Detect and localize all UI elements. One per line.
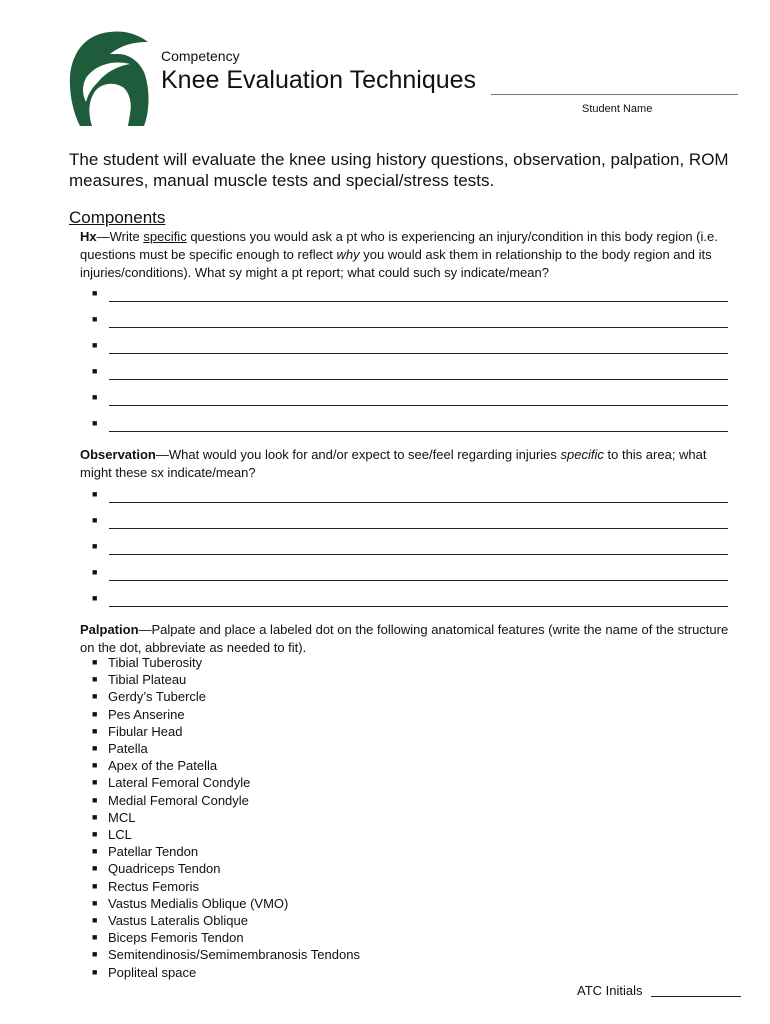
hx-text1: questions you would ask a pt who is experiencing an injury/condition in this body region (i.e. questions must be specific enough to reflect	[80, 229, 718, 262]
palpation-feature-list	[92, 654, 360, 981]
list-item	[92, 929, 360, 946]
list-item	[92, 895, 360, 912]
square-bullet-icon: ■	[92, 593, 98, 603]
list-item	[92, 826, 360, 843]
list-item	[92, 671, 360, 688]
competency-label: Competency	[161, 48, 240, 64]
list-item	[92, 688, 360, 705]
square-bullet-icon: ■	[92, 966, 98, 977]
hx-answer-line[interactable]	[92, 418, 728, 432]
hx-answer-line[interactable]	[92, 366, 728, 380]
feature-label: Biceps Femoris Tendon	[108, 930, 244, 946]
answer-line	[109, 502, 728, 503]
observation-specific: specific	[560, 447, 604, 462]
list-item	[92, 946, 360, 963]
feature-label: Vastus Lateralis Oblique	[108, 913, 248, 929]
components-heading: Components	[69, 208, 166, 227]
answer-line	[109, 353, 728, 354]
square-bullet-icon: ■	[92, 949, 98, 960]
feature-label: Fibular Head	[108, 723, 183, 739]
square-bullet-icon: ■	[92, 418, 98, 428]
feature-label: Quadriceps Tendon	[108, 861, 221, 877]
list-item	[92, 878, 360, 895]
feature-label: Tibial Tuberosity	[108, 655, 203, 670]
atc-initials-label: ATC Initials	[577, 983, 643, 998]
answer-line	[109, 431, 728, 432]
square-bullet-icon: ■	[92, 915, 98, 926]
observation-answer-line[interactable]	[92, 593, 728, 607]
feature-label: Apex of the Patella	[108, 758, 218, 774]
square-bullet-icon: ■	[92, 829, 98, 840]
square-bullet-icon: ■	[92, 846, 98, 857]
feature-label: Vastus Medialis Oblique (VMO)	[108, 895, 289, 911]
hx-why: why	[336, 247, 360, 262]
observation-label: Observation	[80, 447, 156, 462]
square-bullet-icon: ■	[92, 674, 98, 685]
feature-label: Pes Anserine	[108, 706, 185, 722]
list-item	[92, 792, 360, 809]
square-bullet-icon: ■	[92, 657, 98, 667]
list-item	[92, 723, 360, 740]
list-item	[92, 706, 360, 723]
palpation-instructions	[80, 621, 735, 657]
palpation-label: Palpation	[80, 622, 139, 637]
intro-text: The student will evaluate the knee using history questions, observation, palpation, ROM measures, manual muscle tests and special/stress tests.	[69, 150, 729, 190]
hx-dash: —Write	[96, 229, 144, 244]
list-item	[92, 654, 360, 671]
observation-text2: to this area; what might these sx indicate/mean?	[80, 447, 707, 480]
answer-line	[109, 405, 728, 406]
square-bullet-icon: ■	[92, 515, 98, 525]
feature-label: Rectus Femoris	[108, 878, 200, 894]
square-bullet-icon: ■	[92, 288, 98, 298]
answer-line	[109, 301, 728, 302]
square-bullet-icon: ■	[92, 489, 98, 499]
answer-line	[109, 379, 728, 380]
feature-label: Gerdy’s Tubercle	[108, 689, 207, 705]
page-title: Knee Evaluation Techniques	[161, 66, 477, 94]
feature-label: MCL	[108, 809, 136, 825]
hx-specific: specific	[143, 229, 187, 244]
list-item	[92, 860, 360, 877]
list-item	[92, 912, 360, 929]
hx-instructions	[80, 228, 735, 282]
square-bullet-icon: ■	[92, 811, 98, 822]
hx-answer-line[interactable]	[92, 340, 728, 354]
feature-label: Patellar Tendon	[108, 844, 199, 860]
list-item	[92, 964, 360, 981]
observation-answer-line[interactable]	[92, 515, 728, 529]
observation-answer-line[interactable]	[92, 541, 728, 555]
hx-answer-line[interactable]	[92, 392, 728, 406]
observation-answer-line[interactable]	[92, 489, 728, 503]
square-bullet-icon: ■	[92, 392, 98, 402]
observation-text1: —What would you look for and/or expect to see/feel regarding injuries	[155, 447, 561, 462]
square-bullet-icon: ■	[92, 541, 98, 551]
answer-line	[109, 327, 728, 328]
feature-label: Semitendinosis/Semimembranosis Tendons	[108, 947, 360, 963]
hx-answer-line[interactable]	[92, 288, 728, 302]
student-name-field[interactable]	[491, 94, 738, 95]
square-bullet-icon: ■	[92, 897, 98, 908]
list-item	[92, 774, 360, 791]
answer-line	[109, 580, 728, 581]
list-item	[92, 843, 360, 860]
observation-instructions	[80, 446, 735, 482]
feature-label: Popliteal space	[108, 964, 197, 980]
square-bullet-icon: ■	[92, 725, 98, 736]
list-item	[92, 809, 360, 826]
feature-label: Lateral Femoral Condyle	[108, 775, 251, 791]
palpation-text: —Palpate and place a labeled dot on the following anatomical features (write the name of the structure on the dot, abbreviate as needed to fit).	[80, 622, 729, 655]
spartan-helmet-icon	[66, 30, 152, 128]
square-bullet-icon: ■	[92, 691, 98, 702]
feature-label: LCL	[108, 827, 132, 843]
square-bullet-icon: ■	[92, 777, 98, 788]
square-bullet-icon: ■	[92, 760, 98, 771]
atc-initials-field[interactable]	[651, 996, 741, 997]
square-bullet-icon: ■	[92, 880, 98, 891]
feature-label: Patella	[108, 741, 148, 757]
square-bullet-icon: ■	[92, 743, 98, 754]
square-bullet-icon: ■	[92, 794, 98, 805]
list-item	[92, 740, 360, 757]
square-bullet-icon: ■	[92, 314, 98, 324]
answer-line	[109, 606, 728, 607]
answer-line	[109, 554, 728, 555]
square-bullet-icon: ■	[92, 366, 98, 376]
square-bullet-icon: ■	[92, 863, 98, 874]
feature-label: Medial Femoral Condyle	[108, 792, 249, 808]
square-bullet-icon: ■	[92, 932, 98, 943]
hx-label: Hx	[80, 229, 97, 244]
answer-line	[109, 528, 728, 529]
square-bullet-icon: ■	[92, 708, 98, 719]
hx-answer-line[interactable]	[92, 314, 728, 328]
hx-text2: you would ask them in relationship to the body region and its injuries/conditions). What sy might a pt report; what could such sy indicate/mean?	[80, 247, 712, 280]
square-bullet-icon: ■	[92, 567, 98, 577]
student-name-label: Student Name	[582, 103, 653, 115]
list-item	[92, 757, 360, 774]
observation-answer-line[interactable]	[92, 567, 728, 581]
feature-label: Tibial Plateau	[108, 672, 187, 688]
square-bullet-icon: ■	[92, 340, 98, 350]
